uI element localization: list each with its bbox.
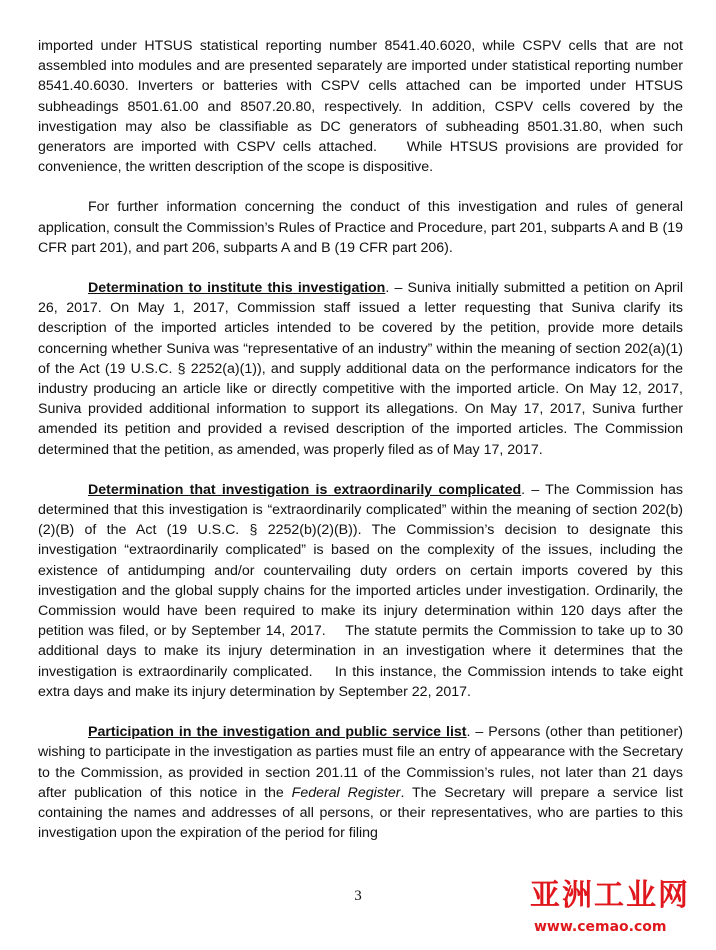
paragraph-institute-determination xyxy=(38,278,687,460)
watermark-logo xyxy=(530,878,716,950)
paragraph-further-information: For further information concerning the conduct of this investigation and rules of general application, consult the Commission’s Rules of Practice and Procedure, part 201, subparts A and B (19 CFR part 201), and part 206, subparts A and B (19 CFR part 206). xyxy=(38,199,687,256)
paragraph-hts-classification: imported under HTSUS statistical reporting number 8541.40.6020, while CSPV cells that are not assembled into modules and are presented separately are imported under statistical reporting number 8541.40.6030. Inverters or batteries with CSPV cells attached can be imported under HTSUS subheadings 8501.61.00 and 8507.20.80, respectively. In addition, CSPV cells covered by the investigation may also be classifiable as DC generators of subheading 8501.31.80, when such generators are imported with CSPV cells attached. While HTSUS provisions are provided for convenience, the written description of the scope is dispositive. xyxy=(38,38,687,176)
watermark-main-text: 亚洲工业网 xyxy=(530,878,690,913)
paragraph-participation xyxy=(38,722,687,843)
watermark-url-text: www.cemao.com xyxy=(534,919,667,935)
heading-extraordinarily-complicated: Determination that investigation is extraordinarily complicated xyxy=(88,481,522,498)
body-participation-a: . – Persons (other than petitioner) wishing to participate in the investigation as parties must file an entry of appearance with the Secretary to the Commission, as provided in section 201.11 of the Commission’s rules, not later than 21 days after publication of this notice in the xyxy=(38,724,687,801)
page-number: 3 xyxy=(354,888,362,904)
heading-institute-determination: Determination to institute this investigation xyxy=(88,280,386,297)
document-page xyxy=(38,36,687,843)
body-extraordinarily-complicated: . – The Commission has determined that this investigation is “extraordinarily complicated” within the meaning of section 202(b)(2)(B) of the Act (19 U.S.C. § 2252(b)(2)(B)). The Commission’s decision to designate this investigation “extraordinarily complicated” is based on the complexity of the issues, including the existence of antidumping and/or countervailing duty orders on certain imports covered by this investigation and the global supply chains for the imported articles under investigation. Ordinarily, the Commission would have been required to make its injury determination within 120 days after the petition was filed, or by September 14, 2017. The statute permits the Commission to take up to 30 additional days to make its injury determination in an investigation where it determines that the investigation is extraordinarily complicated. In this instance, the Commission intends to take eight extra days and make its injury determination by September 22, 2017. xyxy=(38,481,687,700)
paragraph-extraordinarily-complicated xyxy=(38,480,687,702)
federal-register-italic: Federal Register xyxy=(291,784,401,801)
body-participation-b: . The Secretary will prepare a service list containing the names and addresses of all persons, or their representatives, who are parties to this investigation upon the expiration of the period for filing xyxy=(38,784,687,842)
heading-participation: Participation in the investigation and public service list xyxy=(88,724,467,741)
body-institute-determination: . – Suniva initially submitted a petition on April 26, 2017. On May 1, 2017, Commission staff issued a letter requesting that Suniva clarify its description of the imported articles intended to be covered by the petition, provide more details concerning whether Suniva was “representative of an industry” within the meaning of section 202(a)(1) of the Act (19 U.S.C. § 2252(a)(1)), and supply additional data on the performance indicators for the industry producing an article like or directly competitive with the imported article. On May 12, 2017, Suniva provided additional information to support its allegations. On May 17, 2017, Suniva further amended its petition and provided a revised description of the imported articles. The Commission determined that the petition, as amended, was properly filed as of May 17, 2017. xyxy=(38,280,687,458)
